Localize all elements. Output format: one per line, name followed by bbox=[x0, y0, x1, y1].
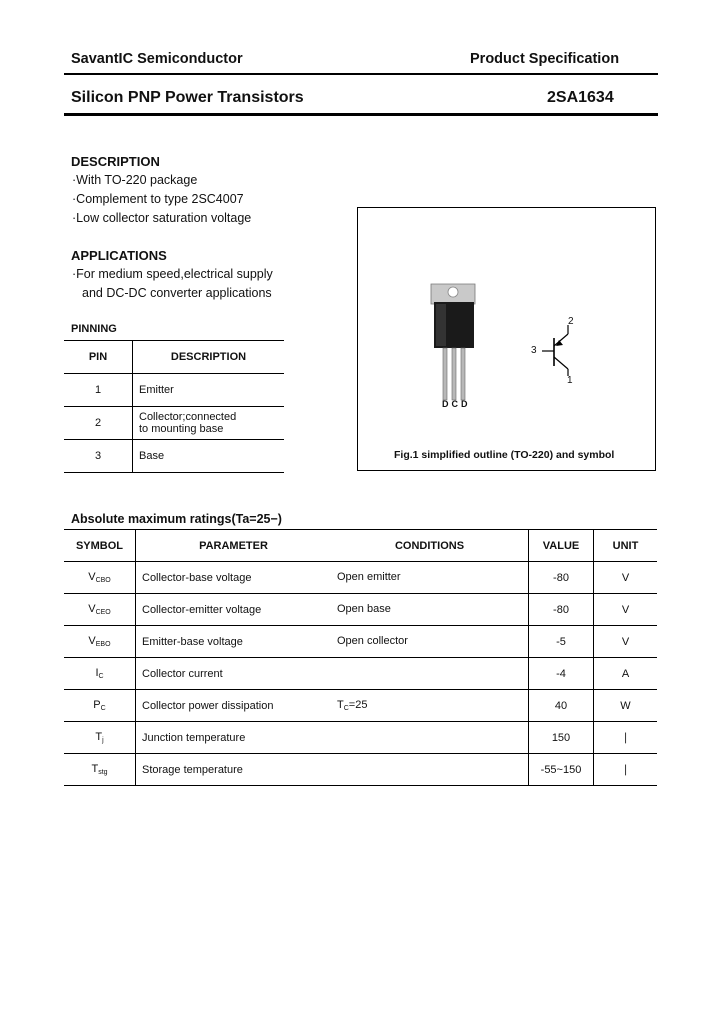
description-item: ·With TO-220 package bbox=[72, 173, 198, 187]
table-row bbox=[64, 374, 284, 407]
value-cell: -80 bbox=[529, 594, 594, 626]
symbol-cell: $I_C$ bbox=[64, 658, 136, 690]
base-pin-label: 3 bbox=[531, 345, 537, 356]
value-cell: -4 bbox=[529, 658, 594, 690]
parameter-cell: Collector power dissipation bbox=[136, 690, 332, 722]
table-row bbox=[64, 594, 657, 626]
ratings-title: Absolute maximum ratings(Ta=25−) bbox=[71, 512, 282, 526]
symbol-cell: $V_{CBO}$ bbox=[64, 562, 136, 594]
unit-cell: ∣ bbox=[594, 722, 658, 754]
symbol-cell: $P_C$ bbox=[64, 690, 136, 722]
parameter-cell: Storage temperature bbox=[136, 754, 332, 786]
applications-list bbox=[72, 265, 273, 303]
unit-cell: W bbox=[594, 690, 658, 722]
lead-label: C bbox=[451, 399, 461, 409]
parameter-cell: Collector-emitter voltage bbox=[136, 594, 332, 626]
parameter-header: PARAMETER bbox=[136, 530, 332, 562]
pin-description: Collector;connected to mounting base bbox=[133, 407, 285, 440]
parameter-cell: Emitter-base voltage bbox=[136, 626, 332, 658]
conditions-cell bbox=[331, 658, 529, 690]
to220-package-image bbox=[358, 208, 655, 470]
applications-title: APPLICATIONS bbox=[71, 248, 167, 263]
pin-number: 2 bbox=[64, 407, 133, 440]
conditions-cell: Open emitter bbox=[331, 562, 529, 594]
symbol-cell: $T_{stg}$ bbox=[64, 754, 136, 786]
conditions-cell: Open collector bbox=[331, 626, 529, 658]
unit-cell: ∣ bbox=[594, 754, 658, 786]
table-row bbox=[64, 658, 657, 690]
value-cell: -55~150 bbox=[529, 754, 594, 786]
description-title: DESCRIPTION bbox=[71, 154, 160, 169]
parameter-cell: Collector-base voltage bbox=[136, 562, 332, 594]
header-rule-top bbox=[64, 73, 658, 75]
conditions-cell bbox=[331, 722, 529, 754]
doc-type: Product Specification bbox=[470, 51, 620, 67]
unit-cell: V bbox=[594, 562, 658, 594]
description-list bbox=[72, 171, 251, 228]
collector-pin-label: 2 bbox=[568, 316, 574, 327]
parameter-cell: Collector current bbox=[136, 658, 332, 690]
table-row bbox=[64, 722, 657, 754]
table-row bbox=[64, 626, 657, 658]
lead-label: D bbox=[442, 399, 452, 409]
conditions-cell: $T_C=25$ bbox=[331, 690, 529, 722]
value-cell: 40 bbox=[529, 690, 594, 722]
table-row bbox=[64, 407, 284, 440]
pin-description: Emitter bbox=[133, 374, 285, 407]
table-row bbox=[64, 754, 657, 786]
value-cell: -80 bbox=[529, 562, 594, 594]
unit-header: UNIT bbox=[594, 530, 658, 562]
pinning-table bbox=[64, 340, 284, 473]
part-number: 2SA1634 bbox=[547, 89, 614, 106]
product-line: Silicon PNP Power Transistors bbox=[71, 89, 304, 106]
symbol-cell: $V_{EBO}$ bbox=[64, 626, 136, 658]
table-row bbox=[64, 440, 284, 473]
package-figure bbox=[357, 207, 656, 471]
symbol-cell: $V_{CEO}$ bbox=[64, 594, 136, 626]
value-cell: -5 bbox=[529, 626, 594, 658]
value-cell: 150 bbox=[529, 722, 594, 754]
applications-item: ·For medium speed,electrical supply bbox=[72, 267, 273, 281]
pin-number: 1 bbox=[64, 374, 133, 407]
symbol-header: SYMBOL bbox=[64, 530, 136, 562]
table-row bbox=[64, 690, 657, 722]
pin-number: 3 bbox=[64, 440, 133, 473]
figure-caption: Fig.1 simplified outline (TO-220) and symbol bbox=[394, 449, 615, 461]
unit-cell: A bbox=[594, 658, 658, 690]
description-item: ·Complement to type 2SC4007 bbox=[72, 192, 244, 206]
unit-cell: V bbox=[594, 626, 658, 658]
pin-description: Base bbox=[133, 440, 285, 473]
pin-desc-header: DESCRIPTION bbox=[133, 341, 285, 374]
symbol-cell: $T_j$ bbox=[64, 722, 136, 754]
unit-cell: V bbox=[594, 594, 658, 626]
pin-header: PIN bbox=[64, 341, 133, 374]
description-item: ·Low collector saturation voltage bbox=[72, 211, 252, 225]
company-name: SavantIC Semiconductor bbox=[71, 51, 243, 67]
table-row bbox=[64, 562, 657, 594]
ratings-table bbox=[64, 529, 657, 786]
header-rule-bottom bbox=[64, 113, 658, 116]
lead-label: D bbox=[461, 399, 471, 409]
lead-labels bbox=[442, 399, 471, 409]
pinning-title: PINNING bbox=[71, 323, 117, 335]
conditions-cell bbox=[331, 754, 529, 786]
applications-item: and DC-DC converter applications bbox=[82, 286, 272, 300]
conditions-header: CONDITIONS bbox=[331, 530, 529, 562]
value-header: VALUE bbox=[529, 530, 594, 562]
parameter-cell: Junction temperature bbox=[136, 722, 332, 754]
conditions-cell: Open base bbox=[331, 594, 529, 626]
emitter-pin-label: 1 bbox=[567, 375, 573, 386]
